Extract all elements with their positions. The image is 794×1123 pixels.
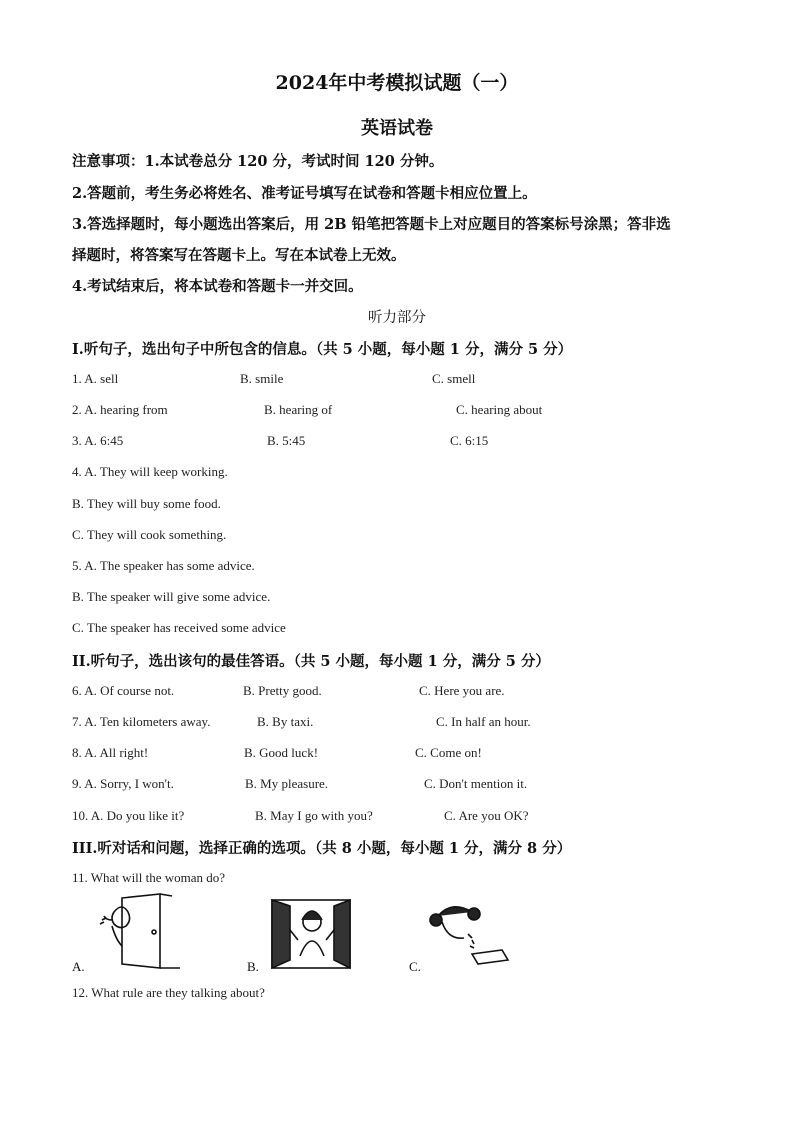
open-door-picture: [92, 892, 188, 972]
q4-option-c: C. They will cook something.: [72, 527, 227, 542]
q2-option-c: C. hearing about: [456, 402, 543, 417]
q8-option-a: 8. A. All right!: [72, 745, 149, 760]
girl-face-picture: [428, 900, 514, 970]
q1-option-c: C. smell: [432, 371, 476, 386]
part1-heading: I.听句子，选出句子中所包含的信息。（共 5 小题，每小题 1 分，满分 5 分）: [72, 341, 573, 358]
section-heading-listening: 听力部分: [368, 310, 426, 326]
q2-option-b: B. hearing of: [264, 402, 333, 417]
q10-option-c: C. Are you OK?: [444, 808, 529, 823]
q5-option-a: 5. A. The speaker has some advice.: [72, 558, 255, 573]
q2-option-a: 2. A. hearing from: [72, 402, 168, 417]
part2-heading: II.听句子，选出该句的最佳答语。（共 5 小题，每小题 1 分，满分 5 分）: [72, 653, 550, 670]
q7-option-a: 7. A. Ten kilometers away.: [72, 714, 211, 729]
q10-option-a: 10. A. Do you like it?: [72, 808, 185, 823]
q12-question: 12. What rule are they talking about?: [72, 985, 265, 1000]
q9-option-a: 9. A. Sorry, I won't.: [72, 776, 174, 791]
q11-image-a: [92, 892, 188, 972]
q4-option-b: B. They will buy some food.: [72, 496, 221, 511]
q7-option-c: C. In half an hour.: [436, 714, 531, 729]
q11-option-b-label: B.: [247, 959, 259, 974]
q3-option-c: C. 6:15: [450, 433, 489, 448]
q6-option-b: B. Pretty good.: [243, 683, 322, 698]
q6-option-c: C. Here you are.: [419, 683, 505, 698]
note-line-5: 4.考试结束后，将本试卷和答题卡一并交回。: [72, 278, 363, 295]
note-line-2: 2.答题前，考生务必将姓名、准考证号填写在试卷和答题卡相应位置上。: [72, 185, 537, 202]
q9-option-b: B. My pleasure.: [245, 776, 329, 791]
exam-subtitle: 英语试卷: [361, 118, 433, 139]
note-line-3: 3.答选择题时，每小题选出答案后，用 2B 铅笔把答题卡上对应题目的答案标号涂黑；答非选: [72, 216, 671, 233]
q9-option-c: C. Don't mention it.: [424, 776, 528, 791]
q1-option-a: 1. A. sell: [72, 371, 119, 386]
note-line-4: 择题时，将答案写在答题卡上。写在本试卷上无效。: [72, 247, 406, 264]
q11-option-a-label: A.: [72, 959, 85, 974]
window-girl-picture: [268, 896, 356, 972]
q10-option-b: B. May I go with you?: [255, 808, 373, 823]
q1-option-b: B. smile: [240, 371, 284, 386]
part3-heading: III.听对话和问题，选择正确的选项。（共 8 小题，每小题 1 分，满分 8 分）: [72, 840, 572, 857]
q8-option-c: C. Come on!: [415, 745, 482, 760]
q11-image-b: [268, 896, 356, 972]
q7-option-b: B. By taxi.: [257, 714, 314, 729]
q6-option-a: 6. A. Of course not.: [72, 683, 175, 698]
q5-option-c: C. The speaker has received some advice: [72, 620, 286, 635]
q11-option-c-label: C.: [409, 959, 421, 974]
exam-title: 2024年中考模拟试题（一）: [275, 72, 519, 94]
q8-option-b: B. Good luck!: [244, 745, 319, 760]
q11-question: 11. What will the woman do?: [72, 870, 226, 885]
q5-option-b: B. The speaker will give some advice.: [72, 589, 271, 604]
note-line-1: 注意事项：1.本试卷总分 120 分，考试时间 120 分钟。: [72, 153, 444, 170]
q11-image-c: [428, 900, 514, 970]
q4-option-a: 4. A. They will keep working.: [72, 464, 228, 479]
q3-option-b: B. 5:45: [267, 433, 306, 448]
q3-option-a: 3. A. 6:45: [72, 433, 124, 448]
